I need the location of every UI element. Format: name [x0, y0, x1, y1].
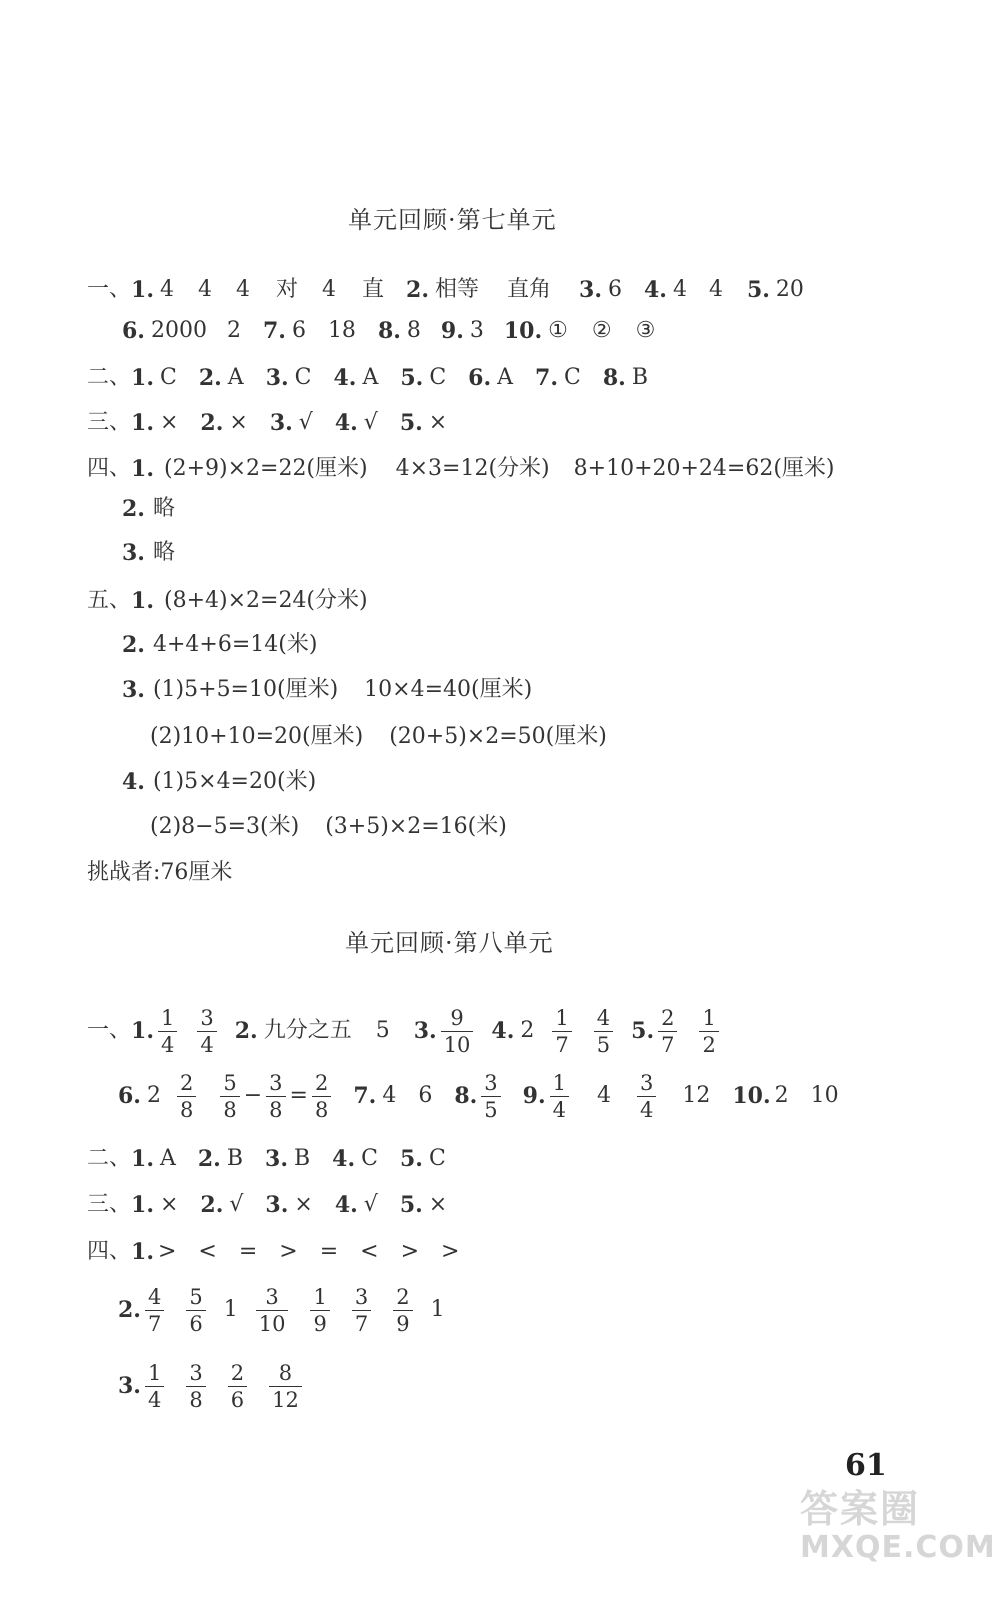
numerator: 2	[230, 1360, 245, 1385]
q-num: 4.	[334, 410, 358, 436]
q-num: 6.	[118, 1083, 141, 1109]
q-num: 1.	[131, 1239, 154, 1265]
ans: A	[362, 365, 379, 390]
ans: 4×3=12(分米)	[395, 456, 550, 481]
ans: (1)5×4=20(米)	[152, 769, 317, 794]
ans: 5	[375, 1018, 390, 1043]
fraction	[186, 1285, 205, 1336]
numerator: 4	[596, 1005, 611, 1030]
fraction	[186, 1361, 205, 1412]
denominator: 7	[352, 1310, 371, 1336]
numerator: 2	[314, 1070, 329, 1095]
numerator: 3	[354, 1284, 369, 1309]
q-num: 7.	[535, 365, 558, 391]
fraction	[393, 1285, 412, 1336]
denominator: 8	[186, 1386, 205, 1412]
denominator: 8	[177, 1096, 196, 1122]
ans: 2	[520, 1018, 535, 1043]
page-number: 61	[845, 1448, 887, 1483]
ans: (8+4)×2=24(分米)	[163, 588, 368, 613]
numerator: 1	[147, 1360, 162, 1385]
section-head: 四、	[87, 456, 132, 481]
ans: 6	[607, 277, 622, 302]
ans: 3	[469, 318, 484, 343]
ans: 4+4+6=14(米)	[152, 632, 318, 657]
ans: 6	[418, 1083, 433, 1108]
q-num: 9.	[522, 1083, 546, 1109]
q-num: 4.	[491, 1018, 515, 1044]
unit7-s3-line	[87, 408, 447, 438]
numerator: 8	[278, 1360, 293, 1385]
denominator: 4	[145, 1386, 164, 1412]
unit7-challenge: 挑战者:76厘米	[87, 860, 233, 885]
fraction	[197, 1006, 216, 1057]
q-num: 3.	[269, 410, 293, 436]
ans: A	[227, 365, 244, 390]
ans: (2)8−5=3(米)	[150, 814, 300, 839]
ans: ②	[591, 318, 612, 343]
ans: B	[631, 365, 648, 390]
ans: 12	[682, 1083, 711, 1108]
watermark-url: MXQE.COM	[800, 1530, 996, 1565]
numerator: 3	[189, 1360, 203, 1385]
fraction	[266, 1071, 285, 1122]
ans: 1	[430, 1297, 445, 1322]
q-num: 1.	[131, 1146, 154, 1172]
denominator: 10	[256, 1310, 289, 1336]
numerator: 1	[552, 1070, 566, 1095]
q-num: 9.	[440, 318, 464, 344]
ans: √	[363, 1192, 378, 1217]
numerator: 1	[702, 1005, 716, 1030]
q-num: 2.	[198, 365, 222, 391]
ans: >	[441, 1239, 460, 1264]
ans: A	[159, 1146, 176, 1171]
ans: 8	[406, 318, 421, 343]
ans: C	[564, 365, 581, 390]
unit7-s5-line3	[122, 675, 532, 705]
denominator: 9	[393, 1310, 412, 1336]
ans: (20+5)×2=50(厘米)	[389, 724, 607, 749]
numerator: 2	[396, 1284, 410, 1309]
unit7-s5-line5	[122, 767, 316, 797]
ans: 4	[322, 277, 336, 302]
q-num: 5.	[746, 277, 770, 303]
q-num: 8.	[602, 365, 626, 391]
section-head: 一、	[87, 277, 132, 302]
q-num: 2.	[118, 1297, 141, 1323]
denominator: 8	[266, 1096, 285, 1122]
ans: >	[279, 1239, 298, 1264]
ans: =	[319, 1239, 339, 1264]
unit7-s5-line2	[122, 630, 317, 660]
ans: (2)10+10=20(厘米)	[150, 724, 364, 749]
ans: 6	[291, 318, 306, 343]
ans: 2	[774, 1083, 789, 1108]
unit7-s2-line	[87, 363, 648, 393]
unit7-s5-line1	[87, 586, 368, 616]
denominator: 8	[312, 1096, 331, 1122]
fraction	[312, 1071, 331, 1122]
q-num: 7.	[353, 1083, 377, 1109]
ans: 2000	[150, 318, 207, 343]
q-num: 5.	[400, 365, 424, 391]
fraction	[552, 1006, 571, 1057]
q-num: 6.	[122, 318, 145, 344]
ans: C	[294, 365, 312, 390]
ans: (3+5)×2=16(米)	[325, 814, 507, 839]
q-num: 5.	[631, 1018, 655, 1044]
denominator: 4	[197, 1031, 216, 1057]
fraction	[256, 1285, 289, 1336]
denominator: 4	[637, 1096, 656, 1122]
fraction	[637, 1071, 656, 1122]
fraction	[177, 1071, 196, 1122]
ans: 2	[226, 318, 241, 343]
ans: ×	[428, 1192, 448, 1217]
ans: √	[363, 410, 378, 435]
ans: 4	[597, 1083, 611, 1108]
ans: 10×4=40(厘米)	[364, 677, 533, 702]
unit8-s4-line2	[118, 1282, 445, 1338]
ans: ①	[548, 318, 568, 343]
fraction	[228, 1361, 247, 1412]
denominator: 4	[158, 1031, 177, 1057]
q-num: 5.	[399, 1192, 423, 1218]
fraction	[145, 1285, 164, 1336]
denominator: 12	[269, 1386, 302, 1412]
section-head: 三、	[87, 1192, 132, 1217]
unit7-s5-line6	[150, 812, 507, 842]
ans: √	[298, 410, 313, 435]
denominator: 7	[145, 1310, 164, 1336]
ans: =	[238, 1239, 258, 1264]
ans: 18	[327, 318, 356, 343]
ans: C	[428, 1146, 446, 1171]
q-num: 2.	[406, 277, 429, 303]
numerator: 3	[265, 1284, 279, 1309]
numerator: 3	[484, 1070, 498, 1095]
ans: <	[198, 1239, 217, 1264]
ans: 九分之五	[263, 1018, 352, 1043]
denominator: 5	[481, 1096, 500, 1122]
fraction	[699, 1006, 718, 1057]
q-num: 3.	[579, 277, 602, 303]
fraction	[310, 1285, 329, 1336]
ans: ×	[159, 1192, 179, 1217]
q-num: 4.	[334, 1192, 358, 1218]
numerator: 1	[160, 1005, 175, 1030]
numerator: 1	[555, 1005, 569, 1030]
section-head: 二、	[87, 1146, 132, 1171]
ans: <	[360, 1239, 379, 1264]
ans: 相等	[434, 277, 479, 302]
unit8-s1-line2	[118, 1068, 839, 1124]
q-num: 10.	[503, 318, 543, 344]
q-num: 4.	[122, 769, 145, 795]
ans: 1	[223, 1297, 238, 1322]
q-num: 5.	[399, 1146, 423, 1172]
ans: B	[226, 1146, 244, 1171]
unit8-s2-line	[87, 1144, 446, 1174]
watermark-logo: 答案圈	[800, 1487, 921, 1531]
ans: 10	[810, 1083, 839, 1108]
ans: C	[361, 1146, 378, 1171]
denominator: 7	[658, 1031, 677, 1057]
q-num: 1.	[131, 1192, 154, 1218]
numerator: 9	[450, 1005, 464, 1030]
denominator: 9	[310, 1310, 329, 1336]
q-num: 1.	[131, 588, 154, 614]
ans: A	[497, 365, 514, 390]
ans: 2	[146, 1083, 161, 1108]
denominator: 8	[220, 1096, 239, 1122]
ans: ×	[294, 1192, 313, 1217]
q-num: 4.	[333, 365, 357, 391]
fraction	[352, 1285, 371, 1336]
fraction	[481, 1071, 500, 1122]
q-num: 3.	[265, 1146, 288, 1172]
fraction	[594, 1006, 613, 1057]
unit8-s4-line1	[87, 1237, 459, 1267]
ans: 4	[382, 1083, 397, 1108]
ans: ×	[159, 410, 179, 435]
q-num: 2.	[234, 1018, 258, 1044]
denominator: 6	[186, 1310, 205, 1336]
unit7-s5-line4	[150, 722, 607, 752]
ans: >	[157, 1239, 177, 1264]
q-num: 8.	[377, 318, 401, 344]
numerator: 3	[269, 1070, 283, 1095]
numerator: 2	[661, 1005, 675, 1030]
fraction	[441, 1006, 474, 1057]
q-num: 2.	[197, 1146, 221, 1172]
fraction	[220, 1071, 239, 1122]
denominator: 2	[699, 1031, 718, 1057]
q-num: 8.	[454, 1083, 478, 1109]
q-num: 3.	[118, 1373, 141, 1399]
numerator: 5	[189, 1284, 203, 1309]
ans: ③	[635, 318, 656, 343]
q-num: 10.	[732, 1083, 771, 1109]
unit8-s1-line1	[87, 1003, 723, 1059]
ans: 8+10+20+24=62(厘米)	[573, 456, 835, 481]
unit8-s3-line	[87, 1190, 447, 1220]
ans: (2+9)×2=22(厘米)	[163, 456, 368, 481]
q-num: 3.	[413, 1018, 437, 1044]
numerator: 3	[640, 1070, 654, 1095]
unit7-s1-line1	[87, 275, 804, 305]
q-num: 6.	[468, 365, 492, 391]
q-num: 4.	[643, 277, 667, 303]
ans: 4	[235, 277, 250, 302]
q-num: 3.	[122, 540, 145, 566]
unit7-s1-line2	[122, 316, 655, 346]
numerator: 5	[223, 1070, 237, 1095]
numerator: 2	[179, 1070, 194, 1095]
ans: 4	[708, 277, 723, 302]
ans: C	[429, 365, 447, 390]
ans: B	[293, 1146, 311, 1171]
section-head: 五、	[87, 588, 132, 613]
ans: (1)5+5=10(厘米)	[152, 677, 339, 702]
minus-sign: −	[243, 1083, 263, 1108]
unit8-s4-line3	[118, 1358, 306, 1414]
section-head: 四、	[87, 1239, 132, 1264]
section-head: 一、	[87, 1018, 132, 1043]
section-head: 二、	[87, 365, 132, 390]
q-num: 3.	[122, 677, 145, 703]
unit7-s4-line1	[87, 454, 835, 484]
ans: >	[400, 1239, 420, 1264]
ans: √	[229, 1192, 244, 1217]
q-num: 2.	[122, 632, 145, 658]
q-num: 3.	[265, 1192, 289, 1218]
denominator: 10	[441, 1031, 474, 1057]
fraction	[145, 1361, 164, 1412]
denominator: 4	[550, 1096, 569, 1122]
numerator: 1	[313, 1284, 327, 1309]
ans: 4	[159, 277, 174, 302]
q-num: 1.	[131, 277, 154, 303]
denominator: 5	[594, 1031, 613, 1057]
q-num: 1.	[131, 456, 154, 482]
ans: ×	[428, 410, 448, 435]
q-num: 2.	[122, 496, 145, 522]
fraction	[269, 1361, 302, 1412]
ans: 4	[197, 277, 212, 302]
q-num: 1.	[131, 1018, 154, 1044]
q-num: 5.	[399, 410, 423, 436]
denominator: 6	[228, 1386, 247, 1412]
q-num: 4.	[332, 1146, 356, 1172]
equals-sign: =	[289, 1083, 308, 1108]
unit7-s4-line3	[122, 538, 175, 568]
ans: 20	[775, 277, 804, 302]
q-num: 2.	[200, 1192, 224, 1218]
ans: C	[159, 365, 177, 390]
ans: 略	[152, 496, 175, 521]
q-num: 1.	[131, 410, 154, 436]
fraction	[158, 1006, 177, 1057]
q-num: 7.	[262, 318, 286, 344]
denominator: 7	[552, 1031, 571, 1057]
unit8-title: 单元回顾·第八单元	[345, 929, 554, 957]
q-num: 3.	[265, 365, 289, 391]
ans: 对	[275, 277, 298, 302]
ans: 直角	[507, 277, 552, 302]
numerator: 4	[147, 1284, 162, 1309]
fraction	[658, 1006, 677, 1057]
numerator: 3	[200, 1005, 214, 1030]
fraction	[550, 1071, 569, 1122]
ans: 4	[672, 277, 687, 302]
unit7-title: 单元回顾·第七单元	[348, 206, 557, 234]
section-head: 三、	[87, 410, 132, 435]
ans: 略	[152, 540, 175, 565]
q-num: 1.	[131, 365, 154, 391]
ans: 直	[362, 277, 385, 302]
unit7-s4-line2	[122, 494, 175, 524]
ans: ×	[229, 410, 248, 435]
q-num: 2.	[200, 410, 224, 436]
